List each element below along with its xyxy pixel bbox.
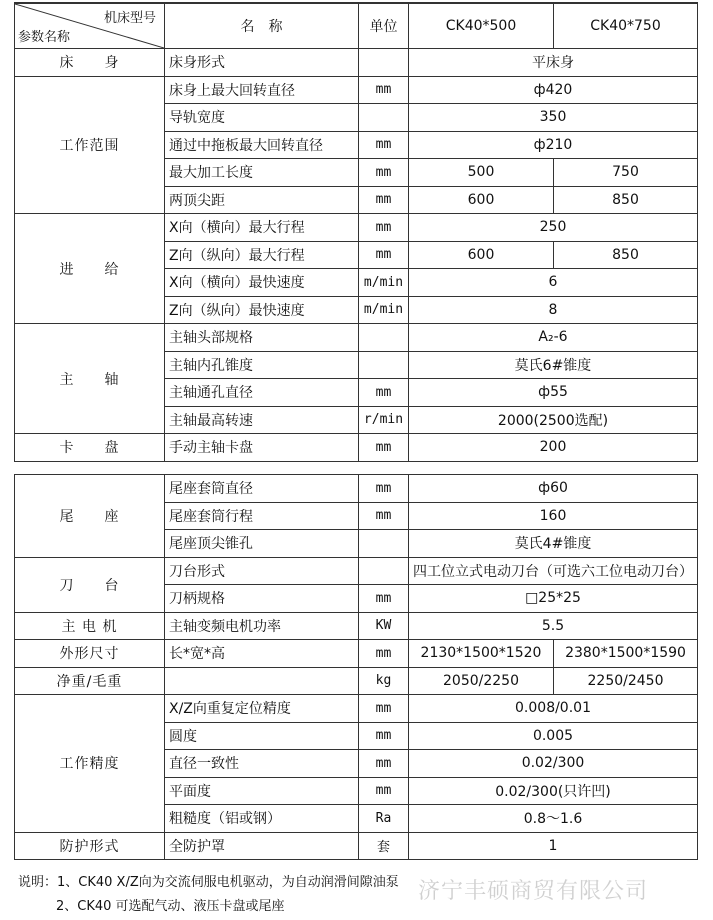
value-cell-b: 750 [554, 159, 698, 187]
unit-cell: mm [359, 214, 409, 242]
value-cell: 160 [409, 502, 698, 530]
value-cell: ф420 [409, 76, 698, 104]
spec-table-bottom [14, 474, 698, 860]
item-name-cell: 圆度 [165, 722, 359, 750]
item-name-cell: 床身上最大回转直径 [165, 76, 359, 104]
item-name-cell [165, 667, 359, 695]
spec-row [15, 475, 698, 503]
item-name-cell: 尾座顶尖锥孔 [165, 530, 359, 558]
item-name-cell: 通过中拖板最大回转直径 [165, 131, 359, 159]
unit-cell: mm [359, 186, 409, 214]
value-cell-a: 600 [409, 241, 554, 269]
item-name-cell: 导轨宽度 [165, 104, 359, 132]
spec-row [15, 667, 698, 695]
unit-cell: mm [359, 475, 409, 503]
unit-cell: mm [359, 585, 409, 613]
unit-cell: mm [359, 434, 409, 462]
item-name-cell: 主轴最高转速 [165, 406, 359, 434]
spec-row [15, 434, 698, 462]
category-cell: 防护形式 [15, 832, 165, 860]
category-cell: 工作范围 [15, 76, 165, 214]
value-cell: 5.5 [409, 612, 698, 640]
unit-cell [359, 104, 409, 132]
spec-row [15, 695, 698, 723]
spec-row [15, 76, 698, 104]
item-name-cell: 刀台形式 [165, 557, 359, 585]
value-cell: 200 [409, 434, 698, 462]
item-name-cell: 主轴头部规格 [165, 324, 359, 352]
value-cell-a: 600 [409, 186, 554, 214]
unit-cell: mm [359, 379, 409, 407]
value-cell: 350 [409, 104, 698, 132]
header-name: 名 称 [165, 3, 359, 49]
header-param-label: 参数名称 [18, 30, 71, 45]
category-cell: 工作精度 [15, 695, 165, 833]
unit-cell: m/min [359, 269, 409, 297]
spec-row [15, 557, 698, 585]
header-model-b: CK40*750 [554, 3, 698, 49]
item-name-cell: 主轴变频电机功率 [165, 612, 359, 640]
spec-row [15, 640, 698, 668]
item-name-cell: 全防护罩 [165, 832, 359, 860]
unit-cell: mm [359, 159, 409, 187]
spec-row [15, 214, 698, 242]
item-name-cell: Z向（纵向）最大行程 [165, 241, 359, 269]
item-name-cell: 平面度 [165, 777, 359, 805]
value-cell-a: 500 [409, 159, 554, 187]
unit-cell: mm [359, 131, 409, 159]
category-cell: 进 给 [15, 214, 165, 324]
unit-cell: mm [359, 640, 409, 668]
value-cell: 0.008/0.01 [409, 695, 698, 723]
value-cell-a: 2050/2250 [409, 667, 554, 695]
value-cell: ф210 [409, 131, 698, 159]
unit-cell: mm [359, 722, 409, 750]
unit-cell: r/min [359, 406, 409, 434]
value-cell-a: 2130*1500*1520 [409, 640, 554, 668]
unit-cell: mm [359, 777, 409, 805]
value-cell: 1 [409, 832, 698, 860]
value-cell-b: 850 [554, 241, 698, 269]
value-cell: □25*25 [409, 585, 698, 613]
value-cell: 莫氏4#锥度 [409, 530, 698, 558]
note-line-2: 2、CK40 可选配气动、液压卡盘或尾座 [56, 899, 285, 914]
value-cell: 四工位立式电动刀台（可选六工位电动刀台） [409, 557, 698, 585]
unit-cell: mm [359, 241, 409, 269]
value-cell: 6 [409, 269, 698, 297]
unit-cell: kg [359, 667, 409, 695]
unit-cell: 套 [359, 832, 409, 860]
item-name-cell: X向（横向）最大行程 [165, 214, 359, 242]
value-cell: ф60 [409, 475, 698, 503]
value-cell: ф55 [409, 379, 698, 407]
category-cell: 净重/毛重 [15, 667, 165, 695]
item-name-cell: 床身形式 [165, 49, 359, 77]
value-cell: 0.005 [409, 722, 698, 750]
category-cell: 外形尺寸 [15, 640, 165, 668]
category-cell: 主 电 机 [15, 612, 165, 640]
category-cell: 卡 盘 [15, 434, 165, 462]
value-cell: 2000(2500选配) [409, 406, 698, 434]
spec-row [15, 832, 698, 860]
item-name-cell: 最大加工长度 [165, 159, 359, 187]
item-name-cell: 主轴通孔直径 [165, 379, 359, 407]
item-name-cell: 粗糙度（铝或钢） [165, 805, 359, 833]
value-cell: 250 [409, 214, 698, 242]
unit-cell: KW [359, 612, 409, 640]
unit-cell: mm [359, 750, 409, 778]
header-unit: 单位 [359, 3, 409, 49]
note-line-1: 说明：1、CK40 X/Z向为交流伺服电机驱动，为自动润滑间隙油泵 [18, 875, 399, 890]
value-cell: 0.02/300 [409, 750, 698, 778]
value-cell: 莫氏6#锥度 [409, 351, 698, 379]
spec-row [15, 324, 698, 352]
item-name-cell: X向（横向）最快速度 [165, 269, 359, 297]
header-diagonal-cell [15, 3, 165, 49]
value-cell-b: 2380*1500*1590 [554, 640, 698, 668]
value-cell: 8 [409, 296, 698, 324]
unit-cell [359, 49, 409, 77]
item-name-cell: 尾座套筒直径 [165, 475, 359, 503]
item-name-cell: X/Z向重复定位精度 [165, 695, 359, 723]
value-cell: 0.8～1.6 [409, 805, 698, 833]
unit-cell [359, 530, 409, 558]
value-cell-b: 850 [554, 186, 698, 214]
value-cell: 0.02/300(只许凹) [409, 777, 698, 805]
value-cell-b: 2250/2450 [554, 667, 698, 695]
item-name-cell: 直径一致性 [165, 750, 359, 778]
unit-cell: Ra [359, 805, 409, 833]
item-name-cell: 手动主轴卡盘 [165, 434, 359, 462]
value-cell: A₂-6 [409, 324, 698, 352]
item-name-cell: Z向（纵向）最快速度 [165, 296, 359, 324]
header-model-a: CK40*500 [409, 3, 554, 49]
item-name-cell: 两顶尖距 [165, 186, 359, 214]
item-name-cell: 刀柄规格 [165, 585, 359, 613]
header-model-label: 机床型号 [103, 11, 156, 26]
spec-row [15, 49, 698, 77]
spec-row [15, 612, 698, 640]
unit-cell [359, 557, 409, 585]
company-watermark: 济宁丰硕商贸有限公司 [418, 879, 649, 904]
unit-cell: mm [359, 695, 409, 723]
value-cell: 平床身 [409, 49, 698, 77]
item-name-cell: 主轴内孔锥度 [165, 351, 359, 379]
item-name-cell: 尾座套筒行程 [165, 502, 359, 530]
category-cell: 尾 座 [15, 475, 165, 558]
unit-cell: mm [359, 502, 409, 530]
spec-table-top [14, 2, 698, 462]
item-name-cell: 长*宽*高 [165, 640, 359, 668]
category-cell: 刀 台 [15, 557, 165, 612]
category-cell: 主 轴 [15, 324, 165, 434]
unit-cell [359, 351, 409, 379]
unit-cell [359, 324, 409, 352]
unit-cell: m/min [359, 296, 409, 324]
category-cell: 床 身 [15, 49, 165, 77]
unit-cell: mm [359, 76, 409, 104]
